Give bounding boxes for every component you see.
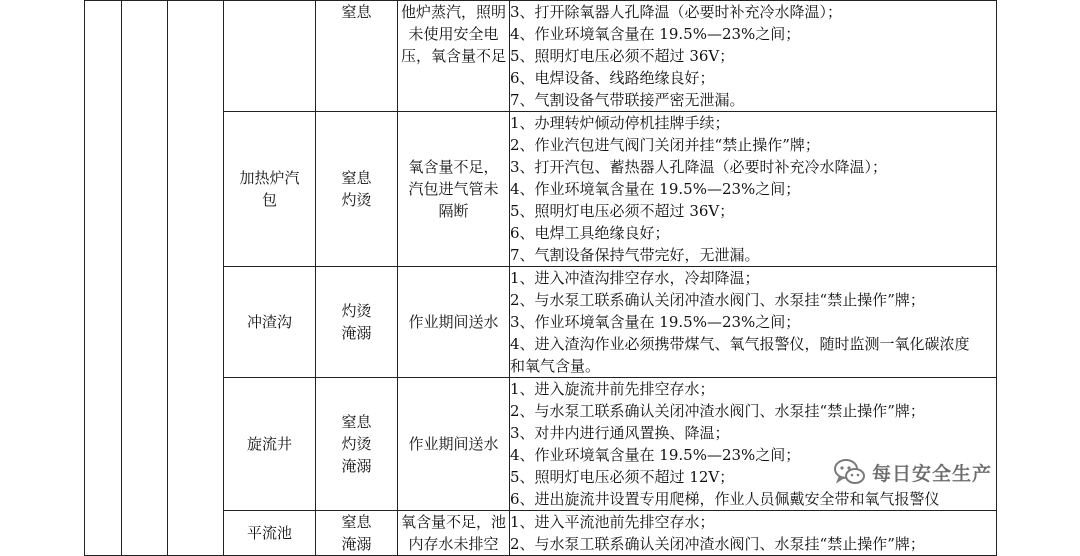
measure-item: 1、进入平流池前先排空存水； [510, 513, 715, 531]
hazard-cell [316, 112, 398, 267]
measure-item: 6、进出旋流井设置专用爬梯，作业人员佩戴安全带和氧气报警仪 [510, 490, 940, 508]
measure-item: 1、进入旋流井前先排空存水； [510, 380, 715, 398]
measures-cell [510, 511, 997, 556]
hazard-text: 窒息 [341, 169, 372, 187]
blank-cell [168, 1, 224, 556]
area-text: 平流池 [246, 524, 292, 542]
measure-item: 4、作业环境氧含量在 19.5%—23%之间； [510, 180, 801, 198]
measure-item: 7、气割设备保持气带完好，无泄漏。 [510, 246, 760, 264]
measure-item: 6、电焊工具绝缘良好； [510, 224, 670, 242]
cause-cell [398, 267, 510, 378]
hazard-cell [316, 267, 398, 378]
blank-cell [85, 1, 122, 556]
cause-text: 作业期间送水 [408, 435, 499, 453]
cause-text: 他炉蒸汽，照明 [400, 3, 506, 21]
area-text: 旋流井 [246, 435, 292, 453]
hazard-cell [316, 1, 398, 112]
cause-cell [398, 378, 510, 511]
area-text: 加热炉汽 [239, 169, 300, 187]
table-row [85, 1, 997, 112]
cause-text: 氧含量不足，池 [400, 513, 506, 531]
cause-cell [398, 112, 510, 267]
cause-text: 压，氧含量不足 [400, 47, 506, 65]
area-cell [224, 511, 316, 556]
watermark-text: 每日安全生产 [872, 462, 993, 485]
measures-cell [510, 112, 997, 267]
measures-cell [510, 1, 997, 112]
cause-cell [398, 1, 510, 112]
measure-item: 4、作业环境氧含量在 19.5%—23%之间； [510, 25, 801, 43]
hazard-text: 灼烫 [341, 191, 372, 209]
hazard-text: 窒息 [341, 3, 372, 21]
measure-item: 2、与水泵工联系确认关闭冲渣水阀门、水泵挂“禁止操作”牌； [510, 402, 925, 420]
hazard-text: 淹溺 [341, 535, 372, 553]
area-cell [224, 112, 316, 267]
measure-item: 和氧气含量。 [510, 357, 601, 375]
measure-item: 1、进入冲渣沟排空存水，冷却降温； [510, 269, 760, 287]
measure-item: 5、照明灯电压必须不超过 12V； [510, 468, 735, 486]
area-text: 冲渣沟 [246, 313, 292, 331]
hazard-cell [316, 378, 398, 511]
measure-item: 3、打开汽包、蓄热器人孔降温（必要时补充冷水降温）； [510, 158, 888, 176]
measures-cell [510, 267, 997, 378]
hazard-cell [316, 511, 398, 556]
hazard-text: 淹溺 [341, 324, 372, 342]
area-text: 包 [261, 191, 277, 209]
hazard-text: 灼烫 [341, 435, 372, 453]
hazard-text: 灼烫 [341, 302, 372, 320]
measure-item: 3、对井内进行通风置换、降温； [510, 424, 730, 442]
watermark [832, 452, 992, 492]
measure-item: 3、打开除氧器人孔降温（必要时补充冷水降温）； [510, 3, 843, 21]
area-cell [224, 267, 316, 378]
measure-item: 3、作业环境氧含量在 19.5%—23%之间； [510, 313, 801, 331]
hazard-text: 窒息 [341, 513, 372, 531]
measure-item: 5、照明灯电压必须不超过 36V； [510, 202, 735, 220]
measure-item: 2、与水泵工联系确认关闭冲渣水阀门、水泵挂“禁止操作”牌； [510, 535, 925, 553]
blank-cell [122, 1, 168, 556]
cause-text: 作业期间送水 [408, 313, 499, 331]
area-cell [224, 378, 316, 511]
cause-text: 内存水未排空 [408, 535, 499, 553]
area-cell [224, 1, 316, 112]
measure-item: 5、照明灯电压必须不超过 36V； [510, 47, 735, 65]
measure-item: 2、作业汽包进气阀门关闭并挂“禁止操作”牌； [510, 136, 820, 154]
hazard-text: 淹溺 [341, 457, 372, 475]
measure-item: 7、气割设备气带联接严密无泄漏。 [510, 91, 745, 109]
measure-item: 2、与水泵工联系确认关闭冲渣水阀门、水泵挂“禁止操作”牌； [510, 291, 925, 309]
measure-item: 6、电焊设备、线路绝缘良好； [510, 69, 715, 87]
wechat-icon [832, 455, 866, 489]
hazard-text: 窒息 [341, 413, 372, 431]
measure-item: 1、办理转炉倾动停机挂牌手续； [510, 114, 730, 132]
cause-text: 隔断 [438, 202, 469, 220]
measure-item: 4、作业环境氧含量在 19.5%—23%之间； [510, 446, 801, 464]
cause-text: 未使用安全电 [408, 25, 499, 43]
cause-text: 汽包进气管未 [408, 180, 499, 198]
cause-cell [398, 511, 510, 556]
cause-text: 氧含量不足， [408, 158, 499, 176]
measure-item: 4、进入渣沟作业必须携带煤气、氧气报警仪，随时监测一氧化碳浓度 [510, 335, 970, 353]
